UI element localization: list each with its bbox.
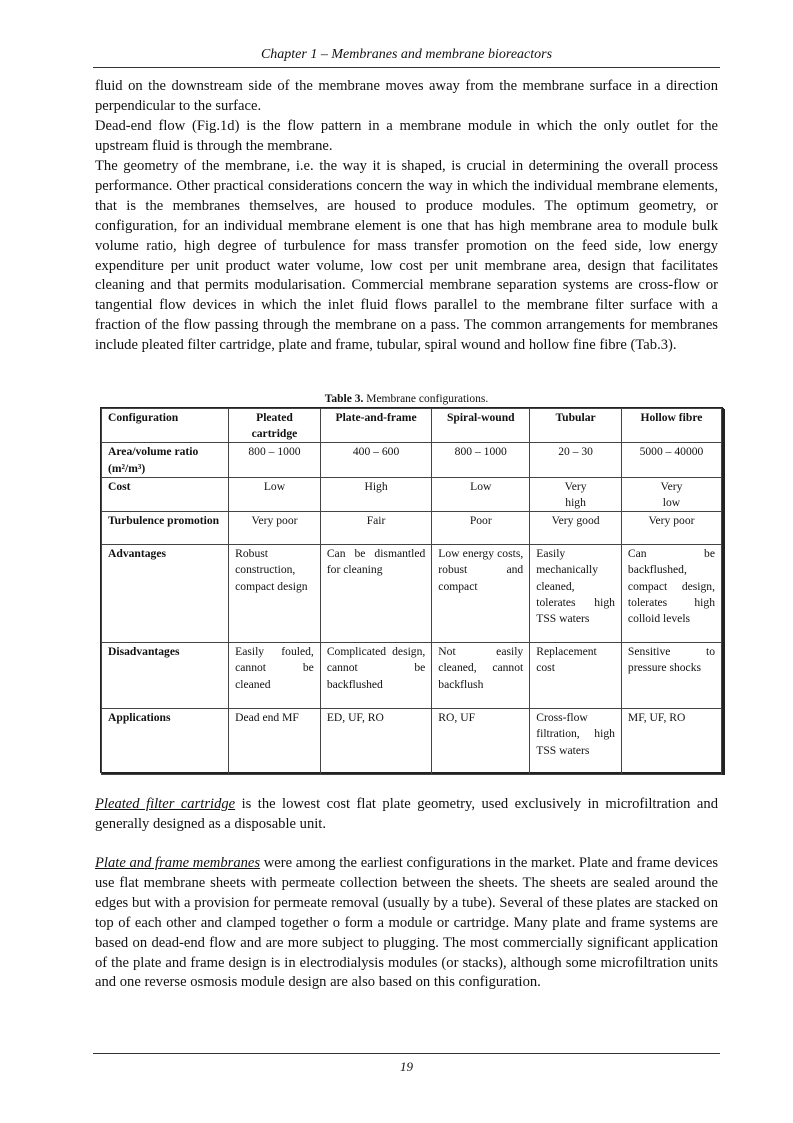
table-cell: MF, UF, RO <box>621 709 721 775</box>
table-cell: High <box>320 477 431 511</box>
paragraph-text: is the lowest cost flat plate geometry, used exclusively in microfiltration and generally designed as a disposable unit. <box>95 796 718 832</box>
table-header-row <box>102 409 722 443</box>
table-cell: Low <box>432 477 530 511</box>
table-cell: Complicated design, cannot be backflushed <box>320 643 431 709</box>
table-row-turbulence <box>102 512 722 545</box>
membrane-configurations-table <box>100 407 723 773</box>
row-label: Turbulence promotion <box>102 512 229 545</box>
col-header-plate-and-frame: Plate-and-frame <box>320 409 431 443</box>
table-cell: Very low <box>621 477 721 511</box>
table-row-disadvantages <box>102 643 722 709</box>
table-row-advantages <box>102 545 722 643</box>
row-label: Area/volume ratio (m²/m³) <box>102 443 229 477</box>
paragraph-plate-and-frame <box>95 854 718 993</box>
row-label: Cost <box>102 477 229 511</box>
term-plate-and-frame-membranes: Plate and frame membranes <box>95 855 261 871</box>
table-cell: Very high <box>530 477 622 511</box>
term-pleated-filter-cartridge: Pleated filter cartridge <box>95 796 236 812</box>
table-cell: Easily mechanically cleaned, tolerates high TSS waters <box>530 545 622 643</box>
table-caption-label: Table 3. <box>324 393 364 405</box>
table-cell: Fair <box>320 512 431 545</box>
table-cell: 800 – 1000 <box>229 443 321 477</box>
table-cell: Replacement cost <box>530 643 622 709</box>
table-caption-text: Membrane configurations. <box>363 393 489 405</box>
table-cell: 800 – 1000 <box>432 443 530 477</box>
col-header-hollow-fibre: Hollow fibre <box>621 409 721 443</box>
col-header-tubular: Tubular <box>530 409 622 443</box>
table-cell: Can be dismantled for cleaning <box>320 545 431 643</box>
table-cell: Robust construction, compact design <box>229 545 321 643</box>
table-cell: RO, UF <box>432 709 530 775</box>
table-cell: Low energy costs, robust and compact <box>432 545 530 643</box>
paragraph-dead-end-flow: Dead-end flow (Fig.1d) is the flow pattern in a membrane module in which the only outlet for the upstream fluid is through the membrane. <box>95 118 718 154</box>
col-header-spiral-wound: Spiral-wound <box>432 409 530 443</box>
row-label: Applications <box>102 709 229 775</box>
table-cell: Dead end MF <box>229 709 321 775</box>
table-cell: 20 – 30 <box>530 443 622 477</box>
table-cell: Very good <box>530 512 622 545</box>
table-cell: Can be backflushed, compact design, tolerates high colloid levels <box>621 545 721 643</box>
footer-rule <box>93 1053 720 1054</box>
col-header-pleated-cartridge: Pleated cartridge <box>229 409 321 443</box>
page-number: 19 <box>400 1059 413 1074</box>
table-cell: Very poor <box>229 512 321 545</box>
header-rule <box>93 67 720 68</box>
paragraph-membrane-geometry: The geometry of the membrane, i.e. the way it is shaped, is crucial in determining the overall process performance. Other practical considerations concern the way in which the individual membrane elements, that is the membranes themselves, are housed to produce modules. The optimum geometry, or configuration, for an individual membrane element is one that has high membrane area to module bulk volume ratio, high degree of turbulence for mass transfer promotion on the feed side, low energy expenditure per unit product water volume, low cost per unit membrane area, design that facilitates cleaning and that permits modularisation. Commercial membrane separation systems are cross-flow or tangential flow devices in which the inlet fluid flows parallel to the membrane filter surface with a fraction of the flow passing through the membrane on a pass. The common arrangements for membranes include pleated filter cartridge, plate and frame, tubular, spiral wound and hollow fine fibre (Tab.3). <box>95 158 718 354</box>
paragraph-flow-direction: fluid on the downstream side of the membrane moves away from the membrane surface in a direction perpendicular to the surface. <box>95 78 718 114</box>
paragraph-text: were among the earliest configurations in the market. Plate and frame devices use flat membrane sheets with permeate collection between the sheets. The sheets are sealed around the edges but with a provision for permeate removal (usually by a tube). Several of these plates are stacked on top of each other and clamped together o form a module or cartridge. Many plate and frame systems are based on dead-end flow and are more subject to plugging. The most commercially significant application of the plate and frame design is in electrodialysis modules (or stacks), although some microfiltration units and one reverse osmosis module design are also based on this configuration. <box>95 855 718 991</box>
row-label: Advantages <box>102 545 229 643</box>
table-cell: Low <box>229 477 321 511</box>
row-label: Disadvantages <box>102 643 229 709</box>
table-cell: ED, UF, RO <box>320 709 431 775</box>
table-cell: Not easily cleaned, cannot backflush <box>432 643 530 709</box>
table-cell: 400 – 600 <box>320 443 431 477</box>
table-row-applications <box>102 709 722 775</box>
table-cell: Poor <box>432 512 530 545</box>
col-header-configuration: Configuration <box>102 409 229 443</box>
running-header: Chapter 1 – Membranes and membrane bioreactors <box>260 47 553 62</box>
table-row-cost <box>102 477 722 511</box>
table-cell: Very poor <box>621 512 721 545</box>
table-row-area-volume <box>102 443 722 477</box>
table-cell: Cross-flow filtration, high TSS waters <box>530 709 622 775</box>
table-cell: Easily fouled, cannot be cleaned <box>229 643 321 709</box>
paragraph-pleated-filter-cartridge <box>95 795 718 835</box>
table-cell: 5000 – 40000 <box>621 443 721 477</box>
table-cell: Sensitive to pressure shocks <box>621 643 721 709</box>
table-caption <box>95 393 718 405</box>
